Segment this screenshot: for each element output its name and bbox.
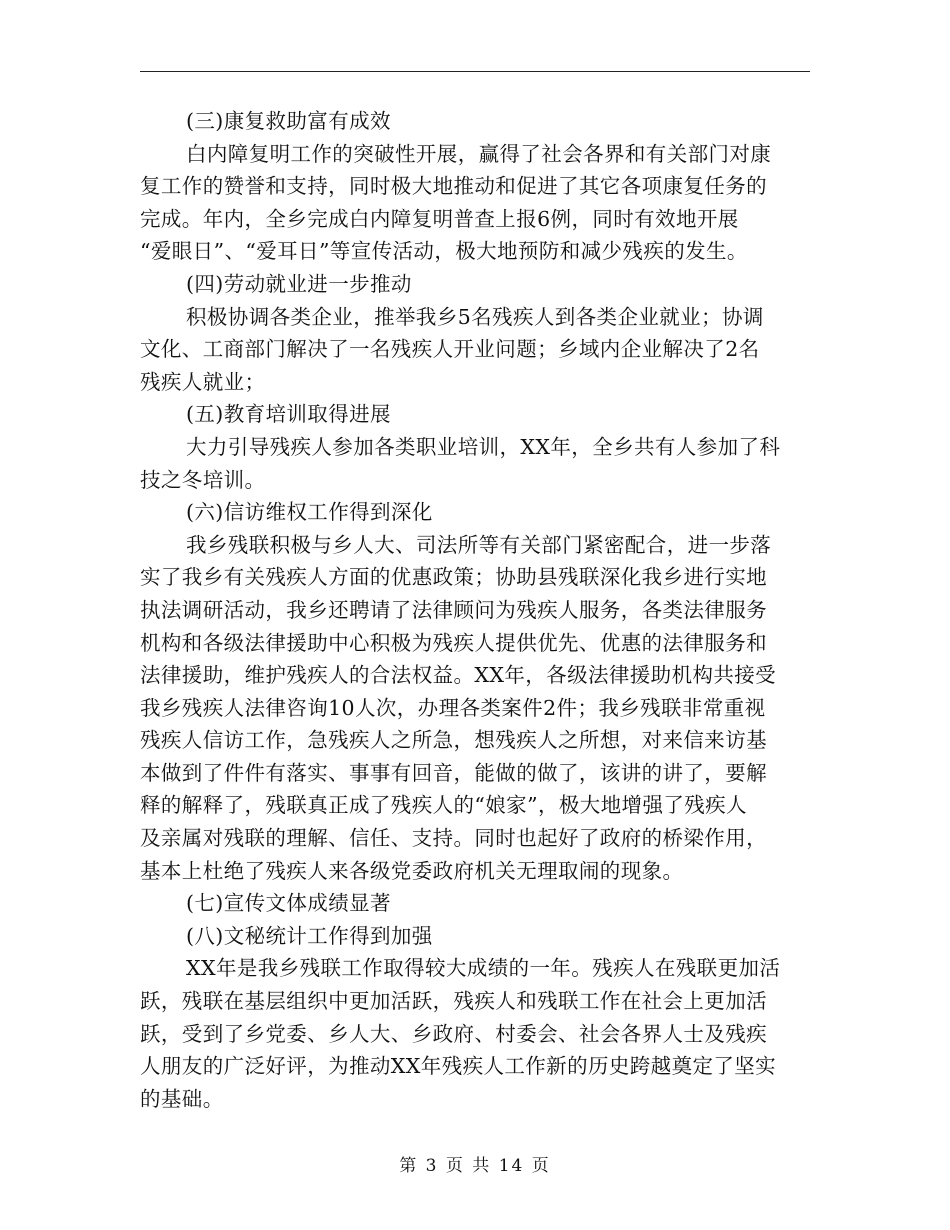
page-number: 第 3 页 共 14 页: [399, 1156, 551, 1176]
paragraph-line: 积极协调各类企业，推举我乡5名残疾人到各类企业就业；协调: [186, 304, 764, 329]
paragraph-line: 法律援助，维护残疾人的合法权益。XX年，各级法律援助机构共接受: [140, 663, 777, 688]
paragraph-line: 基本上杜绝了残疾人来各级党委政府机关无理取闹的现象。: [140, 858, 684, 883]
paragraph-line: 及亲属对残联的理解、信任、支持。同时也起好了政府的桥梁作用，: [140, 826, 767, 851]
document-body: [140, 105, 810, 1115]
section-heading: (四)劳动就业进一步推动: [186, 271, 412, 296]
paragraph-line: 我乡残疾人法律咨询10人次，办理各类案件2件；我乡残联非常重视: [140, 695, 766, 720]
paragraph-line: 白内障复明工作的突破性开展，赢得了社会各界和有关部门对康: [186, 141, 772, 166]
paragraph-line: 本做到了件件有落实、事事有回音，能做的做了，该讲的讲了，要解: [140, 760, 767, 785]
paragraph-line: 实了我乡有关残疾人方面的优惠政策；协助县残联深化我乡进行实地: [140, 565, 767, 590]
paragraph-line: 大力引导残疾人参加各类职业培训，XX年，全乡共有人参加了科: [186, 434, 781, 459]
section-heading: (六)信访维权工作得到深化: [186, 500, 433, 525]
paragraph-line: 残疾人就业；: [140, 369, 266, 394]
paragraph-line: 人朋友的广泛好评，为推动XX年残疾人工作新的历史跨越奠定了坚实: [140, 1054, 777, 1079]
header-rule: [140, 71, 810, 72]
paragraph-line: 技之冬培训。: [140, 467, 266, 492]
paragraph-line: 复工作的赞誉和支持，同时极大地推动和促进了其它各项康复任务的: [140, 174, 767, 199]
section-heading: (八)文秘统计工作得到加强: [186, 923, 433, 948]
section-heading: (三)康复救助富有成效: [186, 109, 391, 133]
paragraph-line: 跃，残联在基层组织中更加活跃，残疾人和残联工作在社会上更加活: [140, 989, 767, 1014]
paragraph-line: 执法调研活动，我乡还聘请了法律顾问为残疾人服务，各类法律服务: [140, 597, 767, 622]
paragraph-line: 机构和各级法律援助中心积极为残疾人提供优先、优惠的法律服务和: [140, 630, 767, 655]
paragraph-line: 的基础。: [140, 1086, 224, 1111]
paragraph-line: 文化、工商部门解决了一名残疾人开业问题；乡域内企业解决了2名: [140, 337, 760, 362]
section-heading: (七)宣传文体成绩显著: [186, 891, 391, 916]
paragraph-line: XX年是我乡残联工作取得较大成绩的一年。残疾人在残联更加活: [186, 956, 781, 981]
section-heading: (五)教育培训取得进展: [186, 402, 391, 427]
paragraph-line: 残疾人信访工作，急残疾人之所急，想残疾人之所想，对来信来访基: [140, 728, 767, 753]
paragraph-line: 我乡残联积极与乡人大、司法所等有关部门紧密配合，进一步落: [186, 532, 772, 557]
paragraph-line: 释的解释了，残联真正成了残疾人的“娘家”，极大地增强了残疾人: [140, 793, 747, 818]
paragraph-line: “爱眼日”、“爱耳日”等宣传活动，极大地预防和减少残疾的发生。: [140, 239, 748, 264]
paragraph-line: 完成。年内，全乡完成白内障复明普查上报6例，同时有效地开展: [140, 206, 739, 231]
paragraph-line: 跃，受到了乡党委、乡人大、乡政府、村委会、社会各界人士及残疾: [140, 1021, 767, 1046]
